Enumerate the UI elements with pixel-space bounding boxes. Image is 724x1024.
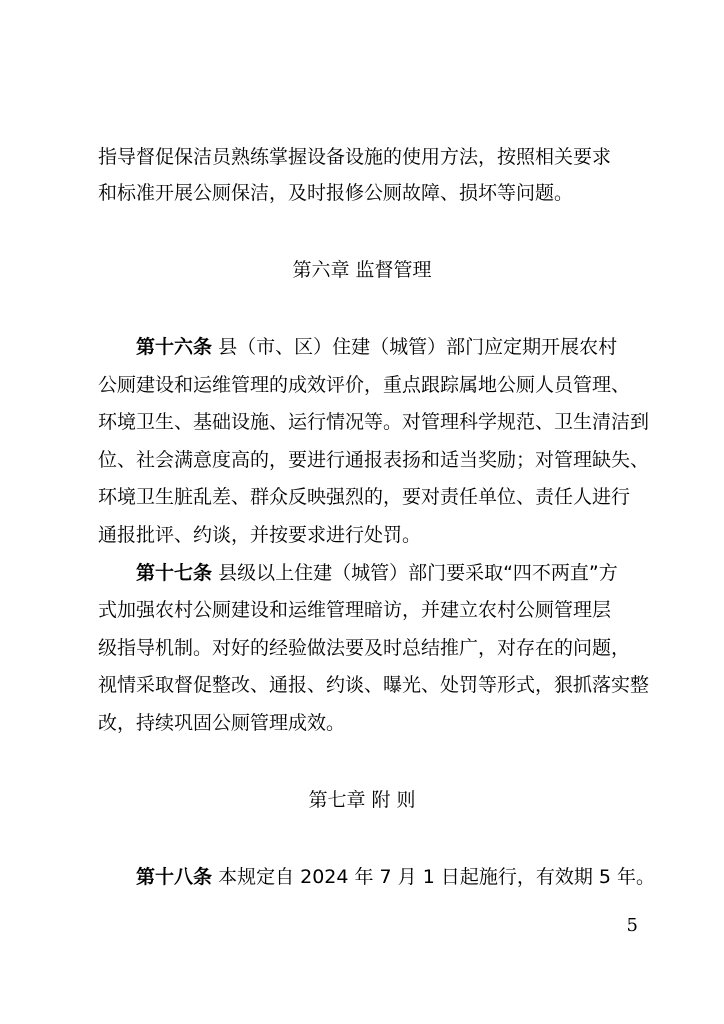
article-17-line-4: 视情采取督促整改、通报、约谈、曝光、处罚等形式，狠抓落实整 — [98, 674, 650, 696]
article-16-text-1: 县（市、区）住建（城管）部门应定期开展农村 — [218, 336, 618, 358]
article-17-label: 第十七条 — [136, 562, 213, 584]
article-16-line-4: 位、社会满意度高的，要进行通报表扬和适当奖励；对管理缺失、 — [98, 449, 650, 471]
article-16-line-1 — [136, 335, 638, 359]
page-number: 5 — [626, 915, 638, 936]
article-18-text-1: 本规定自 2024 年 7 月 1 日起施行，有效期 5 年。 — [218, 866, 655, 888]
article-18-line-1 — [136, 865, 655, 889]
article-16-label: 第十六条 — [136, 336, 213, 358]
article-17-line-2: 式加强农村公厕建设和运维管理暗访，并建立农村公厕管理层 — [98, 599, 612, 621]
intro-line-2: 和标准开展公厕保洁，及时报修公厕故障、损坏等问题。 — [98, 182, 574, 204]
article-17-line-1 — [136, 561, 638, 585]
article-17-text-1: 县级以上住建（城管）部门要采取“四不两直”方 — [218, 562, 618, 584]
article-16-line-5: 环境卫生脏乱差、群众反映强烈的，要对责任单位、责任人进行 — [98, 486, 631, 508]
chapter-7-title: 第七章 附 则 — [308, 789, 416, 811]
article-17-line-5: 改，持续巩固公厕管理成效。 — [98, 712, 346, 734]
chapter-6-title: 第六章 监督管理 — [292, 259, 432, 281]
article-17-line-3: 级指导机制。对好的经验做法要及时总结推广，对存在的问题， — [98, 637, 631, 659]
article-18-label: 第十八条 — [136, 866, 213, 888]
article-16-line-6: 通报批评、约谈，并按要求进行处罚。 — [98, 524, 422, 546]
intro-line-1: 指导督促保洁员熟练掌握设备设施的使用方法，按照相关要求 — [98, 146, 612, 168]
article-16-line-2: 公厕建设和运维管理的成效评价，重点跟踪属地公厕人员管理、 — [98, 374, 631, 396]
article-16-line-3: 环境卫生、基础设施、运行情况等。对管理科学规范、卫生清洁到 — [98, 411, 650, 433]
